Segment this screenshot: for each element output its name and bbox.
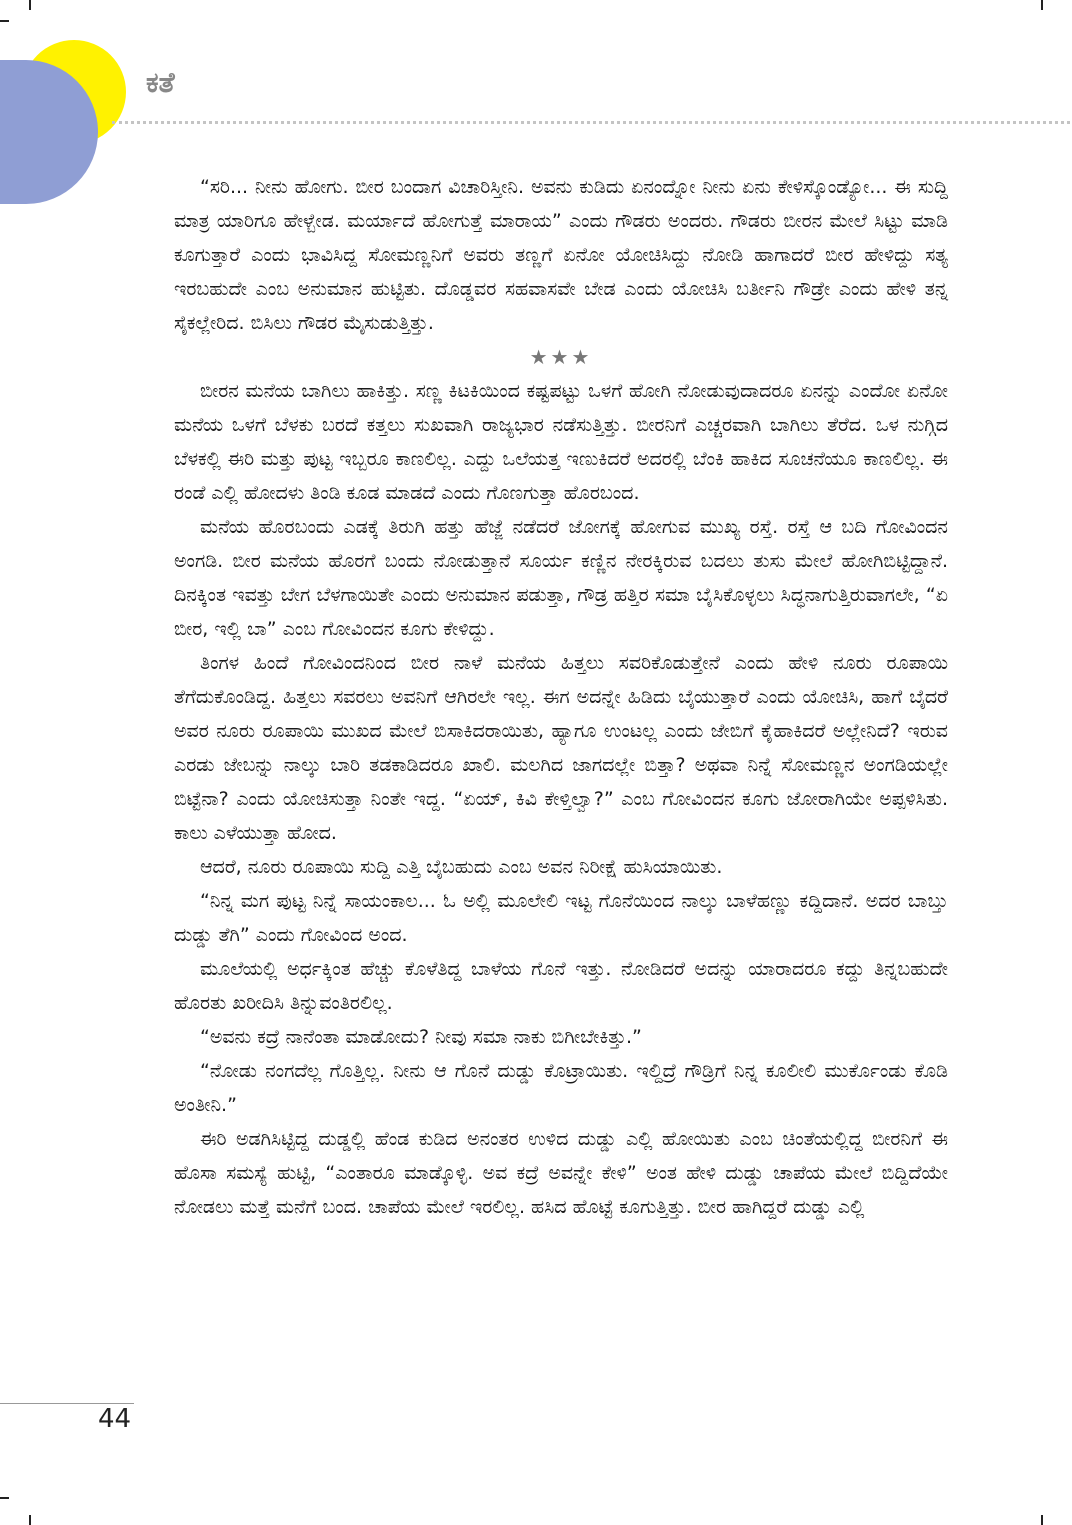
section-label: ಕತೆ	[146, 66, 175, 99]
crop-mark	[1041, 1515, 1043, 1525]
paragraph: “ನೋಡು ನಂಗದೆಲ್ಲ ಗೊತ್ತಿಲ್ಲ. ನೀನು ಆ ಗೊನೆ ದುಡ್ಡು ಕೊಟ್ರಾಯಿತು. ಇಲ್ದಿದ್ರೆ ಗೌಡ್ರಿಗೆ ನಿನ್ನ ಕೂಲೀಲಿ ಮುರ್ಕೊಂಡು ಕೊಡಿ ಅಂತೀನಿ.”	[174, 1060, 948, 1116]
crop-mark	[1041, 0, 1043, 10]
paragraph: ಆದರೆ, ನೂರು ರೂಪಾಯಿ ಸುದ್ದಿ ಎತ್ತಿ ಬೈಬಹುದು ಎಂಬ ಅವನ ನಿರೀಕ್ಷೆ ಹುಸಿಯಾಯಿತು.	[200, 856, 723, 878]
dotted-divider	[112, 121, 1070, 124]
paragraph: “ಸರಿ... ನೀನು ಹೋಗು. ಬೀರ ಬಂದಾಗ ವಿಚಾರಿಸ್ತೀನಿ. ಅವನು ಕುಡಿದು ಏನಂದ್ನೋ ನೀನು ಏನು ಕೇಳಿಸ್ಕೊಂಡ್ಯೋ... ಈ ಸುದ್ದಿ ಮಾತ್ರ ಯಾರಿಗೂ ಹೇಳ್ಬೇಡ. ಮರ್ಯಾದೆ ಹೋಗುತ್ತೆ ಮಾರಾಯ” ಎಂದು ಗೌಡರು ಅಂದರು. ಗೌಡರು ಬೀರನ ಮೇಲೆ ಸಿಟ್ಟು ಮಾಡಿ ಕೂಗುತ್ತಾರೆ ಎಂದು ಭಾವಿಸಿದ್ದ ಸೋಮಣ್ಣನಿಗೆ ಅವರು ತಣ್ಣಗೆ ಏನೋ ಯೋಚಿಸಿದ್ದು ನೋಡಿ ಹಾಗಾದರೆ ಬೀರ ಹೇಳಿದ್ದು ಸತ್ಯ ಇರಬಹುದೇ ಎಂಬ ಅನುಮಾನ ಹುಟ್ಟಿತು. ದೊಡ್ಡವರ ಸಹವಾಸವೇ ಬೇಡ ಎಂದು ಯೋಚಿಸಿ ಬರ್ತೀನಿ ಗೌಡ್ರೇ ಎಂದು ಹೇಳಿ ತನ್ನ ಸೈಕಲ್ಲೇರಿದ. ಬಿಸಿಲು ಗೌಡರ ಮೈಸುಡುತ್ತಿತ್ತು.	[174, 176, 948, 334]
paragraph: ಈರಿ ಅಡಗಿಸಿಟ್ಟಿದ್ದ ದುಡ್ಡಲ್ಲಿ ಹೆಂಡ ಕುಡಿದ ಅನಂತರ ಉಳಿದ ದುಡ್ಡು ಎಲ್ಲಿ ಹೋಯಿತು ಎಂಬ ಚಿಂತೆಯಲ್ಲಿದ್ದ ಬೀರನಿಗೆ ಈ ಹೊಸಾ ಸಮಸ್ಯೆ ಹುಟ್ಟಿ, “ಎಂತಾರೂ ಮಾಡ್ಕೊಳ್ಳಿ. ಅವ ಕದ್ರೆ ಅವನ್ನೇ ಕೇಳಿ” ಅಂತ ಹೇಳಿ ದುಡ್ಡು ಚಾಪೆಯ ಮೇಲೆ ಬಿದ್ದಿದೆಯೇ ನೋಡಲು ಮತ್ತೆ ಮನೆಗೆ ಬಂದ. ಚಾಪೆಯ ಮೇಲೆ ಇರಲಿಲ್ಲ. ಹಸಿದ ಹೊಟ್ಟೆ ಕೂಗುತ್ತಿತ್ತು. ಬೀರ ಹಾಗಿದ್ದರೆ ದುಡ್ಡು ಎಲ್ಲಿ	[174, 1128, 948, 1218]
paragraph: ಮನೆಯ ಹೊರಬಂದು ಎಡಕ್ಕೆ ತಿರುಗಿ ಹತ್ತು ಹೆಜ್ಜೆ ನಡೆದರೆ ಜೋಗಕ್ಕೆ ಹೋಗುವ ಮುಖ್ಯ ರಸ್ತೆ. ರಸ್ತೆ ಆ ಬದಿ ಗೋವಿಂದನ ಅಂಗಡಿ. ಬೀರ ಮನೆಯ ಹೊರಗೆ ಬಂದು ನೋಡುತ್ತಾನೆ ಸೂರ್ಯ ಕಣ್ಣಿನ ನೇರಕ್ಕಿರುವ ಬದಲು ತುಸು ಮೇಲೆ ಹೋಗಿಬಿಟ್ಟಿದ್ದಾನೆ. ದಿನಕ್ಕಿಂತ ಇವತ್ತು ಬೇಗ ಬೆಳಗಾಯಿತೇ ಎಂದು ಅನುಮಾನ ಪಡುತ್ತಾ, ಗೌಡ್ರ ಹತ್ತಿರ ಸಮಾ ಬೈಸಿಕೊಳ್ಳಲು ಸಿದ್ಧನಾಗುತ್ತಿರುವಾಗಲೇ, “ಏ ಬೀರ, ಇಲ್ಲಿ ಬಾ” ಎಂಬ ಗೋವಿಂದನ ಕೂಗು ಕೇಳಿದ್ದು.	[174, 516, 948, 640]
paragraph: ಬೀರನ ಮನೆಯ ಬಾಗಿಲು ಹಾಕಿತ್ತು. ಸಣ್ಣ ಕಿಟಕಿಯಿಂದ ಕಷ್ಟಪಟ್ಟು ಒಳಗೆ ಹೋಗಿ ನೋಡುವುದಾದರೂ ಏನನ್ನು ಎಂದೋ ಏನೋ ಮನೆಯ ಒಳಗೆ ಬೆಳಕು ಬರದೆ ಕತ್ತಲು ಸುಖವಾಗಿ ರಾಜ್ಯಭಾರ ನಡೆಸುತ್ತಿತ್ತು. ಬೀರನಿಗೆ ಎಚ್ಚರವಾಗಿ ಬಾಗಿಲು ತೆರೆದ. ಒಳ ನುಗ್ಗಿದ ಬೆಳಕಲ್ಲಿ ಈರಿ ಮತ್ತು ಪುಟ್ಟ ಇಬ್ಬರೂ ಕಾಣಲಿಲ್ಲ. ಎದ್ದು ಒಲೆಯತ್ತ ಇಣುಕಿದರೆ ಅದರಲ್ಲಿ ಬೆಂಕಿ ಹಾಕಿದ ಸೂಚನೆಯೂ ಕಾಣಲಿಲ್ಲ. ಈ ರಂಡೆ ಎಲ್ಲಿ ಹೋದಳು ತಿಂಡಿ ಕೂಡ ಮಾಡದೆ ಎಂದು ಗೊಣಗುತ್ತಾ ಹೊರಬಂದ.	[174, 380, 948, 504]
paragraph: ತಿಂಗಳ ಹಿಂದೆ ಗೋವಿಂದನಿಂದ ಬೀರ ನಾಳೆ ಮನೆಯ ಹಿತ್ತಲು ಸವರಿಕೊಡುತ್ತೇನೆ ಎಂದು ಹೇಳಿ ನೂರು ರೂಪಾಯಿ ತೆಗೆದುಕೊಂಡಿದ್ದ. ಹಿತ್ತಲು ಸವರಲು ಅವನಿಗೆ ಆಗಿರಲೇ ಇಲ್ಲ. ಈಗ ಅದನ್ನೇ ಹಿಡಿದು ಬೈಯುತ್ತಾರೆ ಎಂದು ಯೋಚಿಸಿ, ಹಾಗೆ ಬೈದರೆ ಅವರ ನೂರು ರೂಪಾಯಿ ಮುಖದ ಮೇಲೆ ಬಿಸಾಕಿದರಾಯಿತು, ಹ್ಯಾಗೂ ಉಂಟಲ್ಲ ಎಂದು ಜೇಬಿಗೆ ಕೈಹಾಕಿದರೆ ಅಲ್ಲೇನಿದೆ? ಇರುವ ಎರಡು ಜೇಬನ್ನು ನಾಲ್ಕು ಬಾರಿ ತಡಕಾಡಿದರೂ ಖಾಲಿ. ಮಲಗಿದ ಜಾಗದಲ್ಲೇ ಬಿತ್ತಾ? ಅಥವಾ ನಿನ್ನೆ ಸೋಮಣ್ಣನ ಅಂಗಡಿಯಲ್ಲೇ ಬಿಟ್ಟೆನಾ? ಎಂದು ಯೋಚಿಸುತ್ತಾ ನಿಂತೇ ಇದ್ದ. “ಏಯ್, ಕಿವಿ ಕೇಳ್ತಿಲ್ವಾ?” ಎಂಬ ಗೋವಿಂದನ ಕೂಗು ಜೋರಾಗಿಯೇ ಅಪ್ಪಳಿಸಿತು. ಕಾಲು ಎಳೆಯುತ್ತಾ ಹೋದ.	[174, 652, 948, 844]
paragraph: “ಅವನು ಕದ್ರೆ ನಾನೆಂತಾ ಮಾಡೋದು? ನೀವು ಸಮಾ ನಾಕು ಬಿಗೀಬೇಕಿತ್ತು.”	[200, 1026, 642, 1048]
crop-mark	[29, 1515, 31, 1525]
paragraph: ಮೂಲೆಯಲ್ಲಿ ಅರ್ಧಕ್ಕಿಂತ ಹೆಚ್ಚು ಕೊಳೆತಿದ್ದ ಬಾಳೆಯ ಗೊನೆ ಇತ್ತು. ನೋಡಿದರೆ ಅದನ್ನು ಯಾರಾದರೂ ಕದ್ದು ತಿನ್ನಬಹುದೇ ಹೊರತು ಖರೀದಿಸಿ ತಿನ್ನುವಂತಿರಲಿಲ್ಲ.	[174, 958, 948, 1014]
section-break-stars: ★★★	[529, 345, 593, 369]
decorative-circles	[0, 0, 140, 210]
page-number: 44	[98, 1404, 132, 1434]
story-text	[174, 170, 948, 1224]
paragraph: “ನಿನ್ನ ಮಗ ಪುಟ್ಟ ನಿನ್ನೆ ಸಾಯಂಕಾಲ... ಓ ಅಲ್ಲಿ ಮೂಲೇಲಿ ಇಟ್ಟ ಗೊನೆಯಿಂದ ನಾಲ್ಕು ಬಾಳೆಹಣ್ಣು ಕದ್ದಿದಾನೆ. ಅದರ ಬಾಬ್ತು ದುಡ್ಡು ತೆಗಿ” ಎಂದು ಗೋವಿಂದ ಅಂದ.	[174, 890, 948, 946]
crop-mark	[0, 1497, 9, 1499]
